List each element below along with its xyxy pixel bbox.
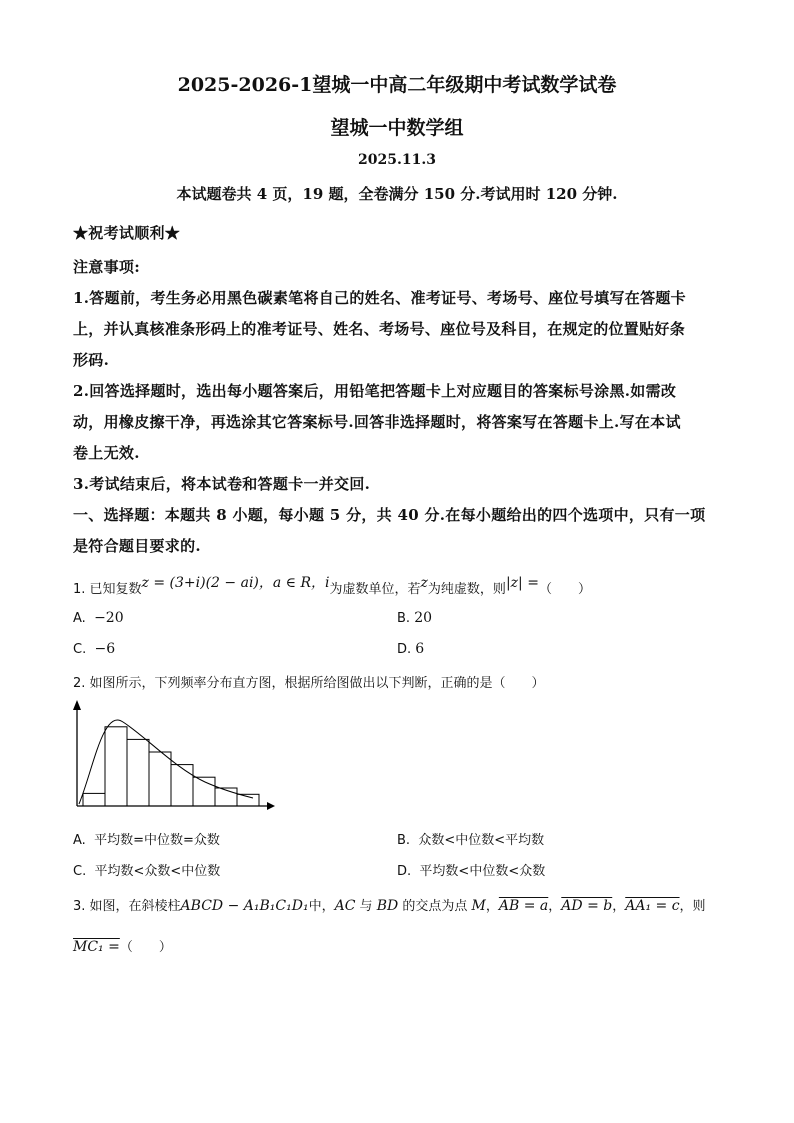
- q3-ask-line: [73, 936, 172, 955]
- notice-item-2-line-2: 动，用橡皮擦干净，再选涂其它答案标号.回答非选择题时，将答案写在答题卡上.写在本试: [73, 413, 681, 431]
- question-1: [73, 575, 591, 598]
- q3-t3: 的交点为点: [402, 899, 468, 914]
- q1-mid2: 为纯虚数，则: [427, 582, 506, 597]
- notice-item-1-line-1: 1.答题前，考生务必用黑色碳素笔将自己的姓名、准考证号、考场号、座位号填写在答题卡: [73, 289, 686, 307]
- q3-t2: 与: [359, 899, 373, 914]
- q3-bd: BD: [376, 898, 399, 914]
- notice-item-2-line-3: 卷上无效.: [73, 444, 140, 462]
- frequency-histogram: [65, 700, 275, 815]
- section-1-line-1: 一、选择题：本题共 8 小题，每小题 5 分，共 40 分.在每小题给出的四个选项中，只有一项: [73, 506, 706, 524]
- notice-heading: 注意事项:: [73, 258, 141, 276]
- q3-then: ，则: [679, 899, 706, 914]
- q2-stem: 2. 如图所示，下列频率分布直方图，根据所给图做出以下判断，正确的是（ ）: [73, 676, 545, 691]
- q3-vector-ab: AB = a: [498, 898, 549, 914]
- section-1-line-2: 是符合题目要求的.: [73, 537, 201, 555]
- y-axis-arrow: [73, 700, 81, 710]
- q3-vector-aa1: AA₁ = c: [625, 898, 680, 914]
- wish-line: ★祝考试顺利★: [73, 224, 181, 242]
- q1-option-c: C. −6: [73, 641, 116, 657]
- q2-option-b: B. 众数<中位数<平均数: [397, 833, 545, 848]
- q3-ac: AC: [334, 898, 356, 914]
- q1-option-d: D. 6: [397, 641, 425, 657]
- q1-z: z: [420, 575, 428, 591]
- q3-paren: （ ）: [119, 940, 172, 955]
- exam-info: 本试题卷共 4 页，19 题，全卷满分 150 分.考试用时 120 分钟.: [176, 185, 618, 203]
- notice-item-1-line-3: 形码.: [73, 351, 110, 369]
- histogram-bar-3: [127, 739, 149, 806]
- question-3: 3. 如图，在斜棱柱ABCD − A₁B₁C₁D₁中，AC 与 BD 的交点为点 M，AB = a，AD = b，AA₁ = c，则: [73, 898, 706, 914]
- q1-paren: （ ）: [538, 582, 591, 597]
- q3-t1: 中，: [308, 899, 335, 914]
- q1-abs-z: |z| =: [505, 575, 539, 591]
- q3-vector-mc1: MC₁ =: [73, 939, 120, 955]
- x-axis-arrow: [267, 802, 275, 810]
- q1-mid: 为虚数单位，若: [329, 582, 421, 597]
- q2-option-d: D. 平均数<中位数<众数: [397, 864, 546, 879]
- q1-option-a: A. −20: [73, 610, 124, 626]
- histogram-bar-2: [105, 727, 127, 806]
- notice-item-2-line-1: 2.回答选择题时，选出每小题答案后，用铅笔把答题卡上对应题目的答案标号涂黑.如需改: [73, 382, 677, 400]
- q3-m: M: [471, 898, 486, 914]
- exam-date: 2025.11.3: [358, 152, 436, 168]
- q1-formula: z = (3+i)(2 − ai)，a ∈ R，i: [141, 575, 330, 591]
- q3-prefix: 3. 如图，在斜棱柱: [73, 899, 181, 914]
- q2-option-a: A. 平均数=中位数=众数: [73, 833, 220, 848]
- notice-item-1-line-2: 上，并认真核准条形码上的准考证号、姓名、考场号、座位号及科目，在规定的位置贴好条: [73, 320, 686, 338]
- group-name: 望城一中数学组: [330, 117, 464, 139]
- q3-prism: ABCD − A₁B₁C₁D₁: [180, 898, 309, 914]
- histogram-bar-7: [215, 788, 237, 806]
- histogram-bar-1: [83, 793, 105, 806]
- histogram-bar-5: [171, 765, 193, 806]
- q3-vector-ad: AD = b: [561, 898, 613, 914]
- q1-prefix: 1. 已知复数: [73, 582, 142, 597]
- notice-item-3: 3.考试结束后，将本试卷和答题卡一并交回.: [73, 475, 371, 493]
- q2-option-c: C. 平均数<众数<中位数: [73, 864, 221, 879]
- exam-title: 2025-2026-1望城一中高二年级期中考试数学试卷: [177, 74, 617, 96]
- q1-option-b: B. 20: [397, 610, 433, 626]
- histogram-bar-4: [149, 752, 171, 806]
- histogram-bar-8: [237, 794, 259, 806]
